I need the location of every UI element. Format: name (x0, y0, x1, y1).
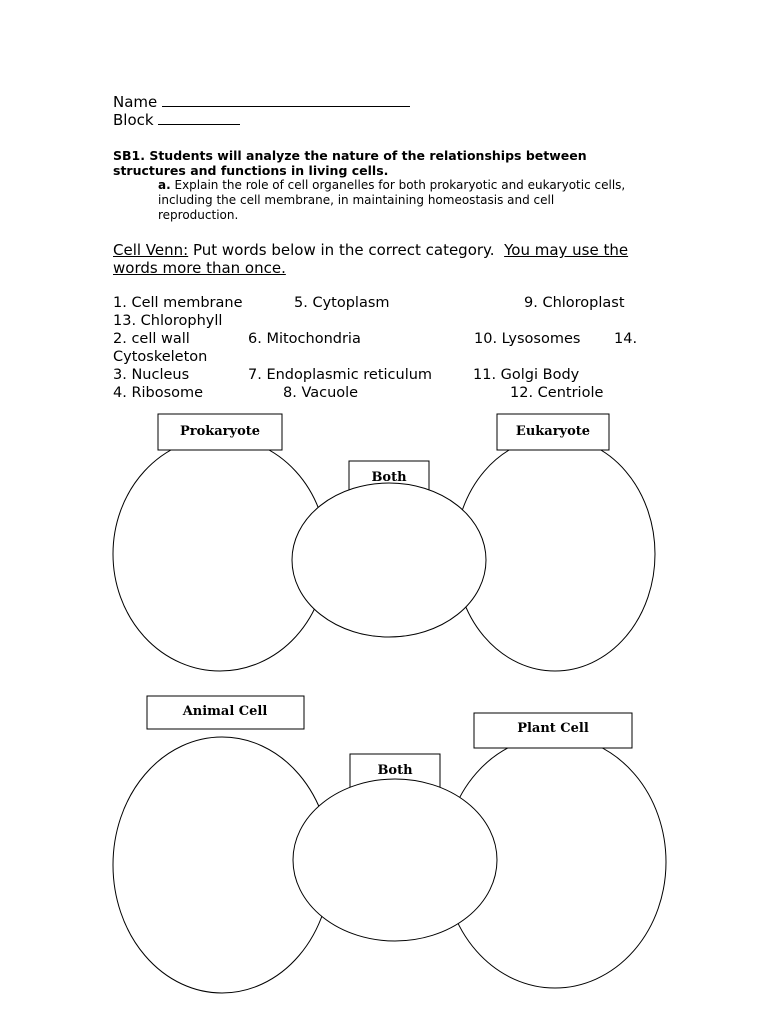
term-7: 7. Endoplasmic reticulum (248, 367, 433, 383)
animal-cell-label: Animal Cell (182, 704, 268, 719)
term-11: 11. Golgi Body (473, 367, 580, 383)
element-line3: reproduction. (158, 208, 239, 222)
prokaryote-label: Prokaryote (179, 424, 261, 439)
term-8: 8. Vacuole (283, 385, 359, 401)
term-14-text: Cytoskeleton (113, 349, 208, 365)
term-6: 6. Mitochondria (248, 331, 361, 347)
term-10: 10. Lysosomes (474, 331, 581, 347)
term-2: 2. cell wall (113, 331, 190, 347)
name-label: Name (113, 93, 158, 111)
venn-note-line1: You may use the (504, 241, 629, 259)
term-3: 3. Nucleus (113, 367, 190, 383)
element-marker: a. (158, 178, 171, 192)
both-circle-2[interactable] (293, 779, 497, 941)
term-5: 5. Cytoplasm (294, 295, 390, 311)
term-14-number: 14. (614, 331, 638, 347)
element-line1: Explain the role of cell organelles for both prokaryotic and eukaryotic cells, (174, 178, 626, 192)
term-9: 9. Chloroplast (524, 295, 625, 311)
venn-instruction: Put words below in the correct category. (192, 241, 495, 259)
both-label-2: Both (377, 763, 413, 778)
venn-heading: Cell Venn: (113, 241, 189, 259)
term-12: 12. Centriole (510, 385, 604, 401)
term-1: 1. Cell membrane (113, 295, 243, 311)
term-13: 13. Chlorophyll (113, 313, 223, 329)
term-4: 4. Ribosome (113, 385, 204, 401)
element-line2: including the cell membrane, in maintaining homeostasis and cell (158, 193, 555, 207)
plant-cell-label: Plant Cell (517, 721, 589, 736)
block-label: Block (113, 111, 154, 129)
both-label-1: Both (371, 470, 407, 485)
venn-note-line2: words more than once. (113, 259, 286, 277)
both-circle-1[interactable] (292, 483, 486, 637)
standard-title-line2: structures and functions in living cells. (113, 163, 389, 178)
standard-title-line1: SB1. Students will analyze the nature of the relationships between (113, 148, 587, 163)
eukaryote-label: Eukaryote (515, 424, 591, 439)
